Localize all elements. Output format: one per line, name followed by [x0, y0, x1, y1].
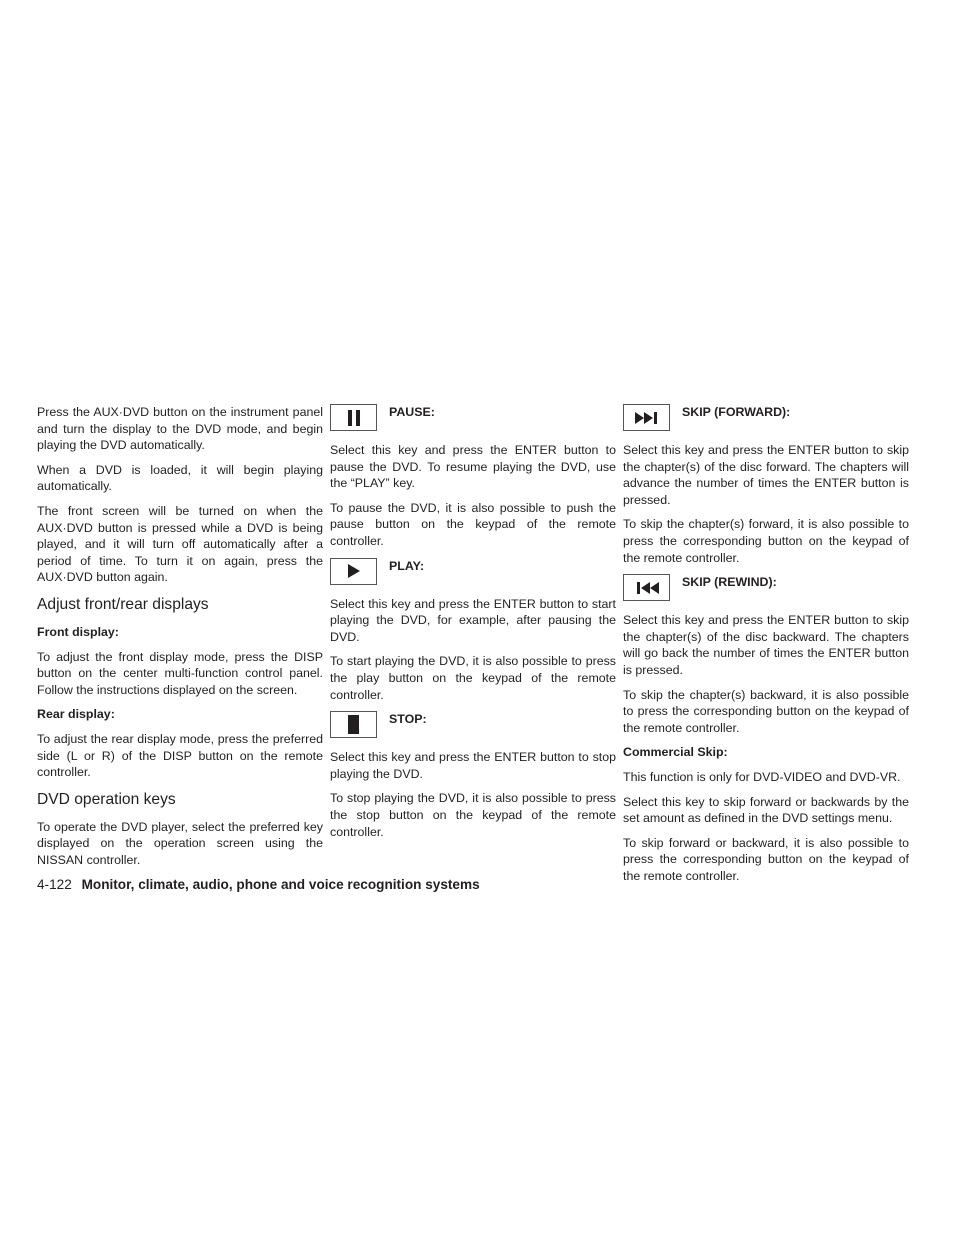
column-1 [37, 404, 323, 876]
play-paragraph-1: Select this key and press the ENTER button to start playing the DVD, for example, after pausing the DVD. [330, 596, 616, 644]
skip-rewind-icon [623, 574, 670, 601]
stop-key-row [330, 711, 616, 738]
commercial-skip-label: Commercial Skip: [623, 745, 728, 760]
skip-forward-paragraph-1: Select this key and press the ENTER button to skip the chapter(s) of the disc forward. The chapters will advance the number of times the ENTER button is pressed. [623, 443, 909, 507]
skip-forward-paragraph-2: To skip the chapter(s) forward, it is also possible to press the corresponding button on the keypad of the remote controller. [623, 517, 909, 565]
dvd-operation-keys-text: To operate the DVD player, select the preferred key displayed on the operation screen using the NISSAN controller. [37, 819, 323, 867]
front-display-text: To adjust the front display mode, press the DISP button on the center multi-function control panel. Follow the instructions displayed on the screen. [37, 649, 323, 697]
pause-icon [330, 404, 377, 431]
play-key-row [330, 558, 616, 585]
rear-display-text: To adjust the rear display mode, press the preferred side (L or R) of the DISP button on the remote controller. [37, 731, 323, 780]
page-footer [37, 876, 480, 894]
skip-rewind-label: SKIP (REWIND): [682, 575, 777, 590]
skip-forward-key-row [623, 404, 909, 431]
skip-forward-icon [623, 404, 670, 431]
commercial-skip-paragraph-2: Select this key to skip forward or backwards by the set amount as defined in the DVD settings menu. [623, 794, 909, 826]
stop-label: STOP: [389, 712, 427, 727]
play-paragraph-2: To start playing the DVD, it is also possible to press the play button on the keypad of the remote controller. [330, 654, 616, 702]
dvd-loaded-paragraph: When a DVD is loaded, it will begin playing automatically. [37, 462, 323, 494]
commercial-skip-paragraph-1: This function is only for DVD-VIDEO and DVD-VR. [623, 769, 901, 784]
intro-paragraph: Press the AUX·DVD button on the instrument panel and turn the display to the DVD mode, and begin playing the DVD automatically. [37, 405, 323, 453]
column-3 [623, 404, 909, 892]
stop-paragraph-2: To stop playing the DVD, it is also possible to press the stop button on the keypad of the remote controller. [330, 791, 616, 839]
page-number: 4-122 [37, 877, 72, 892]
skip-forward-label: SKIP (FORWARD): [682, 405, 791, 419]
dvd-operation-keys-heading: DVD operation keys [37, 790, 176, 808]
skip-rewind-key-row [623, 574, 909, 601]
adjust-displays-heading: Adjust front/rear displays [37, 595, 209, 613]
pause-paragraph-1: Select this key and press the ENTER button to pause the DVD. To resume playing the DVD, use the “PLAY” key. [330, 443, 616, 491]
commercial-skip-paragraph-3: To skip forward or backward, it is also possible to press the corresponding button on the keypad of the remote controller. [623, 835, 909, 883]
pause-paragraph-2: To pause the DVD, it is also possible to push the pause button on the keypad of the remote controller. [330, 500, 616, 548]
skip-rewind-paragraph-1: Select this key and press the ENTER button to skip the chapter(s) of the disc backward. The chapters will go back the number of times the ENTER button is pressed. [623, 613, 909, 677]
play-icon [330, 558, 377, 585]
section-title: Monitor, climate, audio, phone and voice recognition systems [81, 877, 480, 892]
front-screen-paragraph: The front screen will be turned on when the AUX·DVD button is pressed while a DVD is being played, and it will turn off automatically after a period of time. To turn it on again, press the AUX·DVD button again. [37, 503, 323, 585]
pause-key-row [330, 404, 616, 431]
stop-icon [330, 711, 377, 738]
stop-paragraph-1: Select this key and press the ENTER button to stop playing the DVD. [330, 750, 616, 781]
column-2 [330, 404, 616, 848]
front-display-label: Front display: [37, 624, 119, 639]
play-label: PLAY: [389, 558, 425, 573]
rear-display-label: Rear display: [37, 707, 115, 722]
skip-rewind-paragraph-2: To skip the chapter(s) backward, it is also possible to press the corresponding button on the keypad of the remote controller. [623, 687, 909, 735]
pause-label: PAUSE: [389, 405, 435, 419]
